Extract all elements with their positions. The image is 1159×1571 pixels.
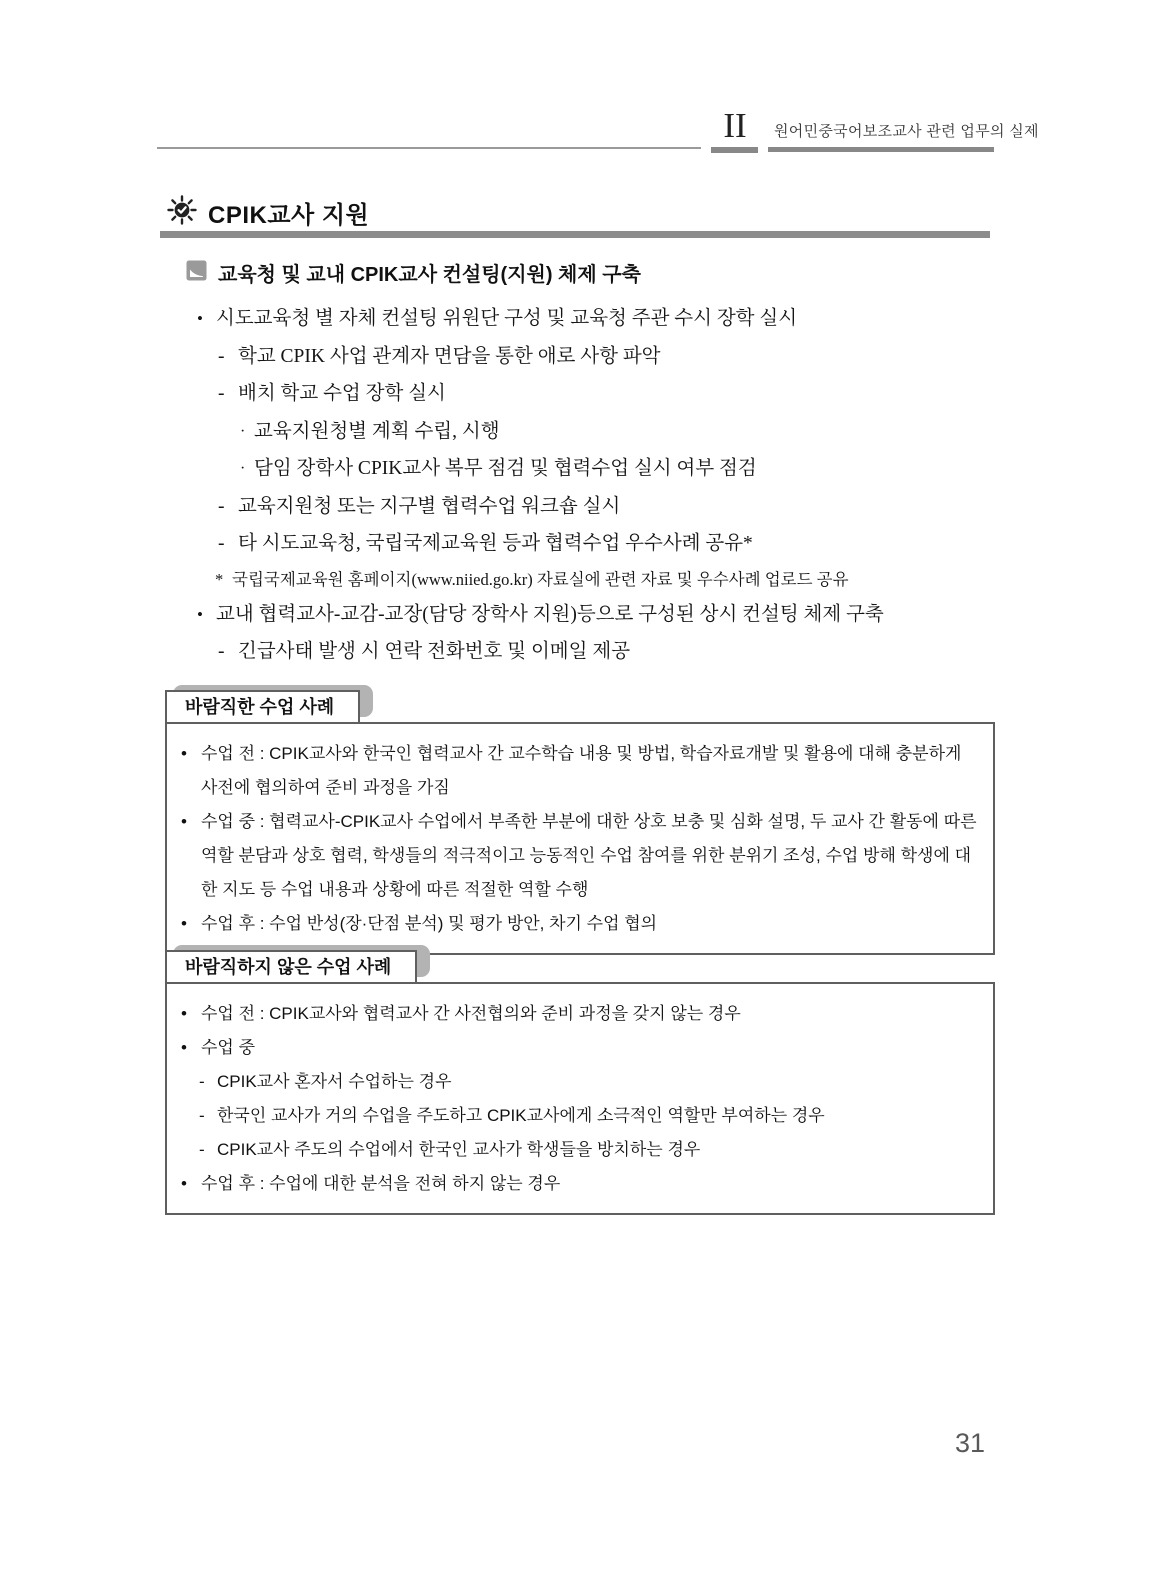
list-item: - 학교 CPIK 사업 관계자 면담을 통한 애로 사항 파악 xyxy=(160,338,1020,376)
dot-marker: · xyxy=(240,460,246,477)
box-item: • 수업 후 : 수업에 대한 분석을 전혀 하지 않는 경우 xyxy=(181,1167,981,1201)
bullet-marker: • xyxy=(181,914,187,933)
box-item: • 수업 전 : CPIK교사와 협력교사 간 사전협의와 준비 과정을 갖지 않는 경우 xyxy=(181,997,981,1031)
bullet-marker: • xyxy=(181,812,187,831)
bullet-marker: • xyxy=(197,309,203,328)
dash-marker: - xyxy=(199,1072,205,1091)
bullet-marker: • xyxy=(181,1038,187,1057)
bad-case-tab-label: 바람직하지 않은 수업 사례 xyxy=(165,950,417,982)
box-item: • 수업 후 : 수업 반성(장·단점 분석) 및 평가 방안, 차기 수업 협의 xyxy=(181,907,981,941)
bullet-marker: • xyxy=(181,1004,187,1023)
bad-case-tab xyxy=(165,950,417,982)
section-heading xyxy=(167,195,369,230)
bullet-marker: • xyxy=(181,1174,187,1193)
list-item: · 교육지원청별 계획 수립, 시행 xyxy=(160,413,1020,451)
asterisk-marker: * xyxy=(215,569,224,589)
section-title: CPIK교사 지원 xyxy=(208,202,370,229)
list-item: · 담임 장학사 CPIK교사 복무 점검 및 협력수업 실시 여부 점검 xyxy=(160,450,1020,488)
list-item: - 타 시도교육청, 국립국제교육원 등과 협력수업 우수사례 공유* xyxy=(160,525,1020,563)
page-number: 31 xyxy=(954,1428,986,1458)
chapter-title-underline xyxy=(768,147,994,152)
corner-square-icon xyxy=(186,260,207,286)
dot-marker: · xyxy=(240,422,246,440)
sun-check-icon xyxy=(167,195,197,230)
box-item: - 한국인 교사가 거의 수업을 주도하고 CPIK교사에게 소극적인 역할만 부여하는 경우 xyxy=(199,1099,981,1133)
subsection-title: 교육청 및 교내 CPIK교사 컨설팅(지원) 체제 구축 xyxy=(218,264,641,286)
bad-case-box xyxy=(165,950,995,1215)
dash-marker: - xyxy=(199,1140,205,1159)
bullet-marker: • xyxy=(181,744,187,763)
box-item: • 수업 중 xyxy=(181,1031,981,1065)
box-item: - CPIK교사 주도의 수업에서 한국인 교사가 학생들을 방치하는 경우 xyxy=(199,1133,981,1167)
box-item: - CPIK교사 혼자서 수업하는 경우 xyxy=(199,1065,981,1099)
header-rule xyxy=(157,147,701,149)
dash-marker: - xyxy=(218,495,225,517)
chapter-numeral: II xyxy=(723,106,747,145)
good-case-tab-label: 바람직한 수업 사례 xyxy=(165,690,360,722)
dash-marker: - xyxy=(218,533,225,554)
subsection-heading xyxy=(186,258,641,287)
list-item: - 교육지원청 또는 지구별 협력수업 워크숍 실시 xyxy=(160,488,1020,526)
bullet-marker: • xyxy=(197,604,203,624)
section-underline xyxy=(160,231,990,238)
chapter-title: 원어민중국어보조교사 관련 업무의 실제 xyxy=(774,123,1039,140)
list-item: - 배치 학교 수업 장학 실시 xyxy=(160,375,1020,413)
bad-case-box-body xyxy=(165,982,995,1215)
dash-marker: - xyxy=(199,1106,205,1125)
list-item: • 시도교육청 별 자체 컨설팅 위원단 구성 및 교육청 주관 수시 장학 실시 xyxy=(160,300,1020,338)
footnote: * 국립국제교육원 홈페이지(www.niied.go.kr) 자료실에 관련 자료 및 우수사례 업로드 공유 xyxy=(160,563,1020,596)
dash-marker: - xyxy=(218,345,225,367)
good-case-box-body xyxy=(165,722,995,955)
list-item: • 교내 협력교사-교감-교장(담당 장학사 지원)등으로 구성된 상시 컨설팅 체제 구축 xyxy=(160,596,1020,634)
list-item: - 긴급사태 발생 시 연락 전화번호 및 이메일 제공 xyxy=(160,633,1020,671)
box-item: • 수업 중 : 협력교사-CPIK교사 수업에서 부족한 부분에 대한 상호 보충 및 심화 설명, 두 교사 간 활동에 따른 역할 분담과 상호 협력, 학생들의 적극적이고 능동적인 수업 참여를 위한 분위기 조성, 수업 방해 학생에 대한 지도 등 수업 내용과 상황에 따른 적절한 역할 수행 xyxy=(181,805,981,907)
chapter-numeral-underline xyxy=(711,147,758,153)
good-case-box xyxy=(165,690,995,955)
box-item: • 수업 전 : CPIK교사와 한국인 협력교사 간 교수학습 내용 및 방법, 학습자료개발 및 활용에 대해 충분하게 사전에 협의하여 준비 과정을 가짐 xyxy=(181,737,981,805)
dash-marker: - xyxy=(218,383,225,404)
good-case-tab xyxy=(165,690,360,722)
bullet-list xyxy=(160,300,1020,671)
dash-marker: - xyxy=(218,641,225,662)
